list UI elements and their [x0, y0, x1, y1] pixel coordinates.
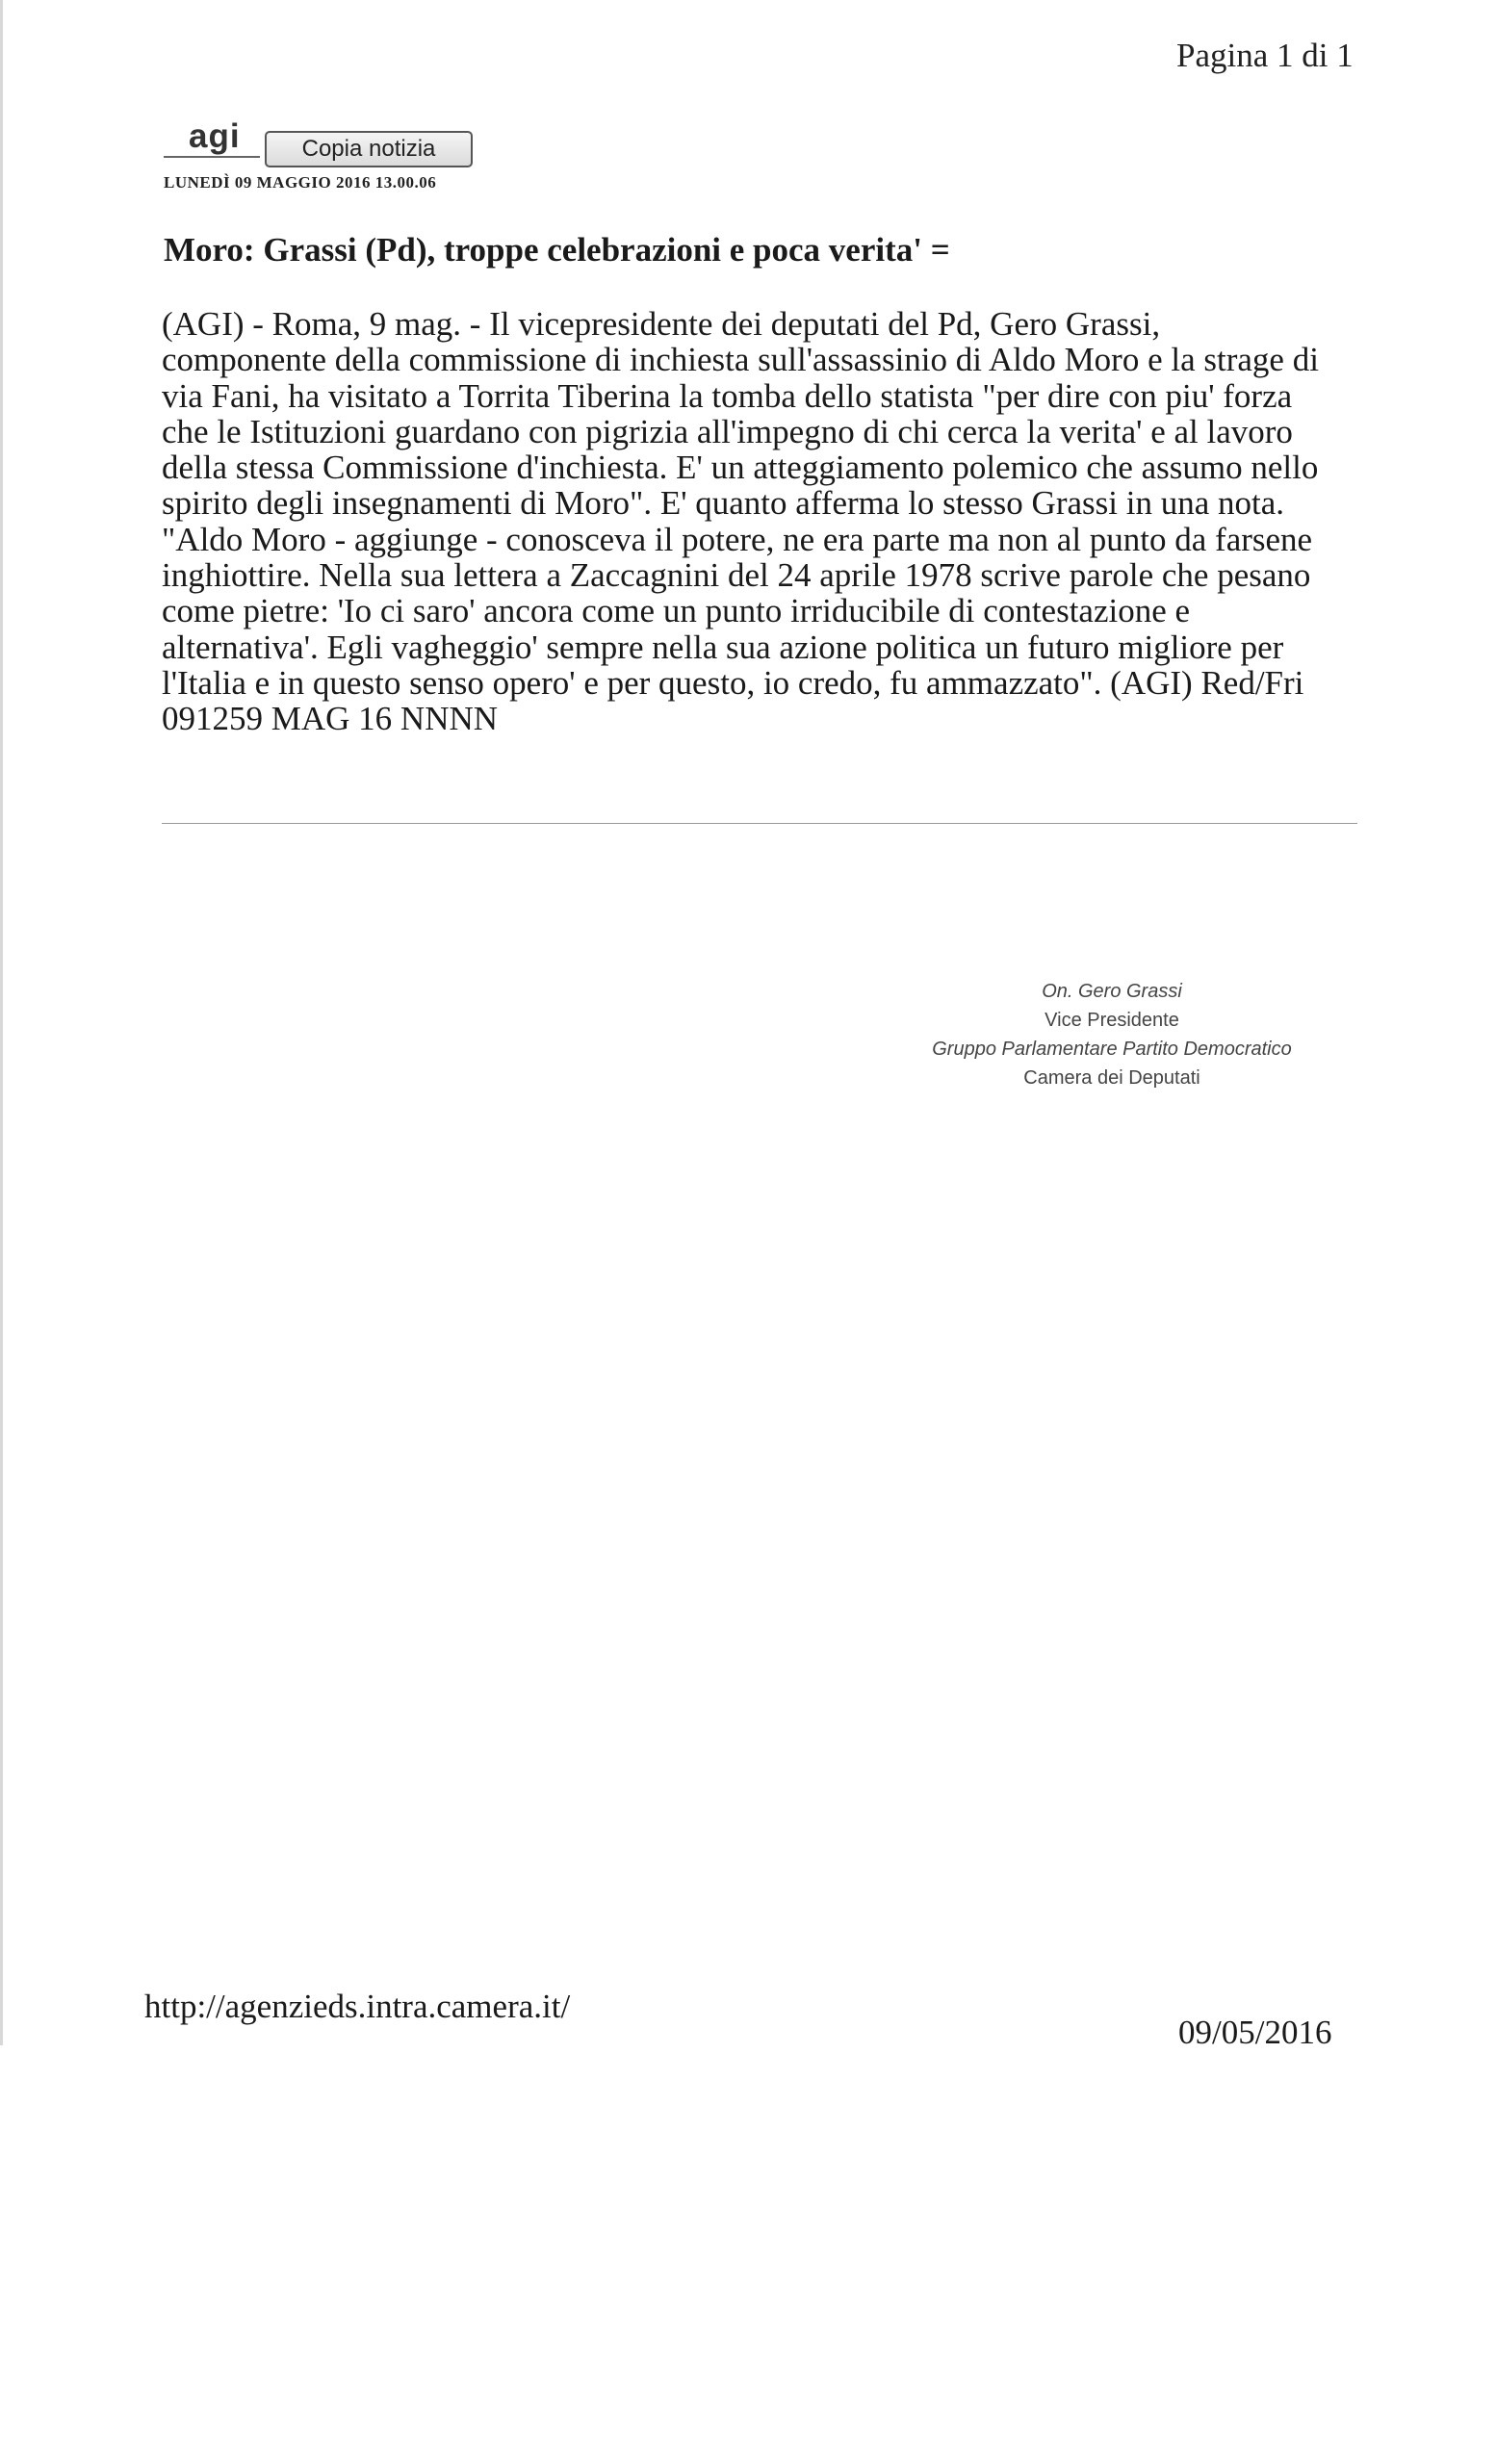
separator-line: [162, 823, 1357, 824]
body-line: componente della commissione di inchiesta sull'assassinio di Aldo Moro e la strage di: [162, 341, 1319, 379]
footer-date: 09/05/2016: [1178, 2014, 1332, 2051]
page-number: Pagina 1 di 1: [1176, 37, 1354, 74]
footer-url: http://agenzieds.intra.camera.it/: [144, 1988, 571, 2025]
body-line: (AGI) - Roma, 9 mag. - Il vicepresidente dei deputati del Pd, Gero Grassi,: [162, 305, 1161, 343]
body-line: come pietre: 'Io ci saro' ancora come un punto irriducibile di contestazione e: [162, 592, 1191, 630]
signature-group: Gruppo Parlamentare Partito Democratico: [932, 1039, 1292, 1060]
signature-chamber: Camera dei Deputati: [1023, 1067, 1200, 1089]
body-line: 091259 MAG 16 NNNN: [162, 700, 499, 738]
body-line: l'Italia e in questo senso opero' e per questo, io credo, fu ammazzato". (AGI) Red/Fri: [162, 663, 1304, 702]
body-line: alternativa'. Egli vagheggio' sempre nella sua azione politica un futuro migliore per: [162, 628, 1284, 666]
article-headline: Moro: Grassi (Pd), troppe celebrazioni e poca verita' =: [164, 231, 950, 269]
scan-edge: [0, 0, 3, 2045]
agi-logo: agi: [189, 117, 241, 155]
signature-name: On. Gero Grassi: [1042, 981, 1182, 1002]
body-line: via Fani, ha visitato a Torrita Tiberina la tomba dello statista "per dire con piu' forza: [162, 376, 1293, 415]
body-line: che le Istituzioni guardano con pigrizia all'impegno di chi cerca la verita' e al lavoro: [162, 412, 1293, 450]
body-line: spirito degli insegnamenti di Moro". E' quanto afferma lo stesso Grassi in una nota.: [162, 484, 1284, 523]
article-body: [162, 306, 1365, 737]
logo-underline: [164, 156, 260, 158]
body-line: inghiottire. Nella sua lettera a Zaccagnini del 24 aprile 1978 scrive parole che pesano: [162, 556, 1311, 595]
signature-role: Vice Presidente: [1045, 1010, 1179, 1031]
copy-news-button[interactable]: Copia notizia: [265, 131, 473, 167]
signature-block: [862, 977, 1362, 1092]
dateline: LUNEDÌ 09 MAGGIO 2016 13.00.06: [164, 173, 437, 192]
body-line: della stessa Commissione d'inchiesta. E' un atteggiamento polemico che assumo nello: [162, 449, 1319, 487]
body-line: "Aldo Moro - aggiunge - conosceva il potere, ne era parte ma non al punto da farsene: [162, 520, 1313, 558]
